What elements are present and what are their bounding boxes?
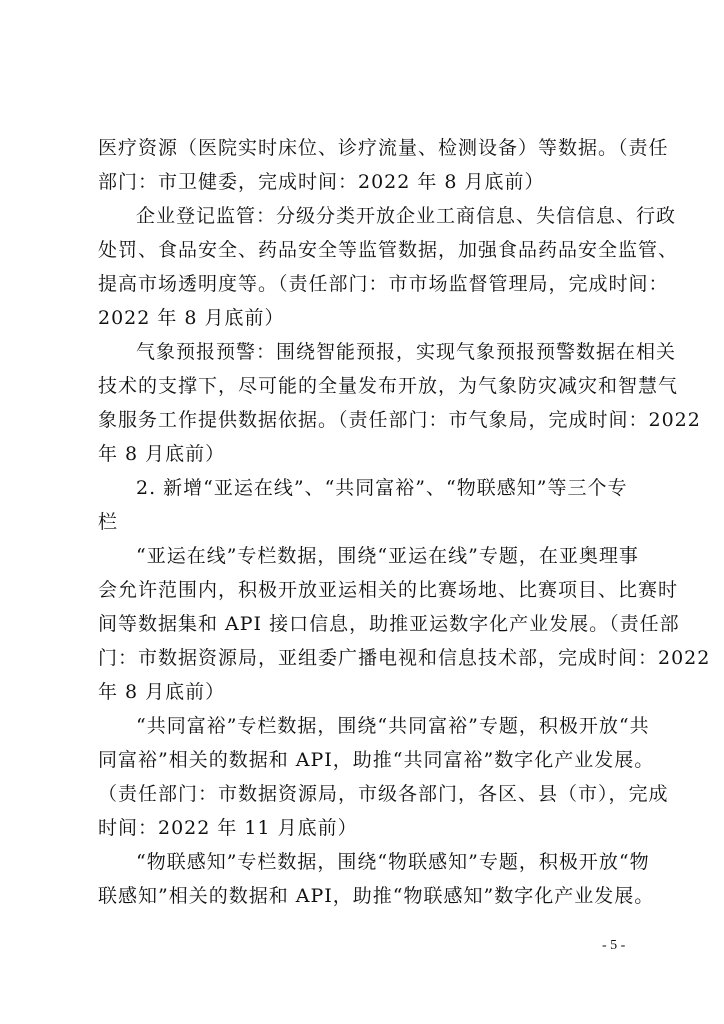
text-line: 间等数据集和 API 接口信息，助推亚运数字化产业发展。（责任部 [98,613,680,635]
text-line: 提高市场透明度等。（责任部门：市市场监督管理局，完成时间： [98,273,669,295]
text-line: “亚运在线”专栏数据，围绕“亚运在线”专题，在亚奥理事 [136,545,639,567]
text-line: 部门：市卫健委，完成时间：2022 年 8 月底前） [98,171,545,193]
text-line: 门：市数据资源局，亚组委广播电视和信息技术部，完成时间：2022 [98,647,711,669]
text-line: 会允许范围内，积极开放亚运相关的比赛场地、比赛项目、比赛时 [98,579,679,601]
text-line: 企业登记监管：分级分类开放企业工商信息、失信信息、行政 [136,205,677,227]
text-line: 象服务工作提供数据依据。（责任部门：市气象局，完成时间：2022 [98,409,701,431]
text-line: 医疗资源（医院实时床位、诊疗流量、检测设备）等数据。（责任 [98,137,669,159]
text-line: “共同富裕”专栏数据，围绕“共同富裕”专题，积极开放“共 [136,715,650,737]
text-line: 处罚、食品安全、药品安全等监管数据，加强食品药品安全监管、 [98,239,679,261]
text-line: 年 8 月底前） [98,443,226,465]
section-heading: 2. 新增“亚运在线”、“共同富裕”、“物联感知”等三个专 [136,477,628,499]
text-line: （责任部门：市数据资源局，市级各部门，各区、县（市），完成 [98,783,669,805]
text-line: 2022 年 8 月底前） [98,307,285,329]
text-line: 气象预报预警：围绕智能预报，实现气象预报预警数据在相关 [136,341,677,363]
text-line: 年 8 月底前） [98,681,226,703]
page-number: - 5 - [602,938,626,953]
section-heading-continuation: 栏 [98,511,119,533]
text-line: 时间：2022 年 11 月底前） [98,817,358,839]
text-line: 联感知”相关的数据和 API，助推“物联感知”数字化产业发展。 [98,885,655,907]
text-line: 技术的支撑下，尽可能的全量发布开放，为气象防灾减灾和智慧气 [98,375,679,397]
text-line: “物联感知”专栏数据，围绕“物联感知”专题，积极开放“物 [136,851,650,873]
text-line: 同富裕”相关的数据和 API，助推“共同富裕”数字化产业发展。 [98,749,655,771]
